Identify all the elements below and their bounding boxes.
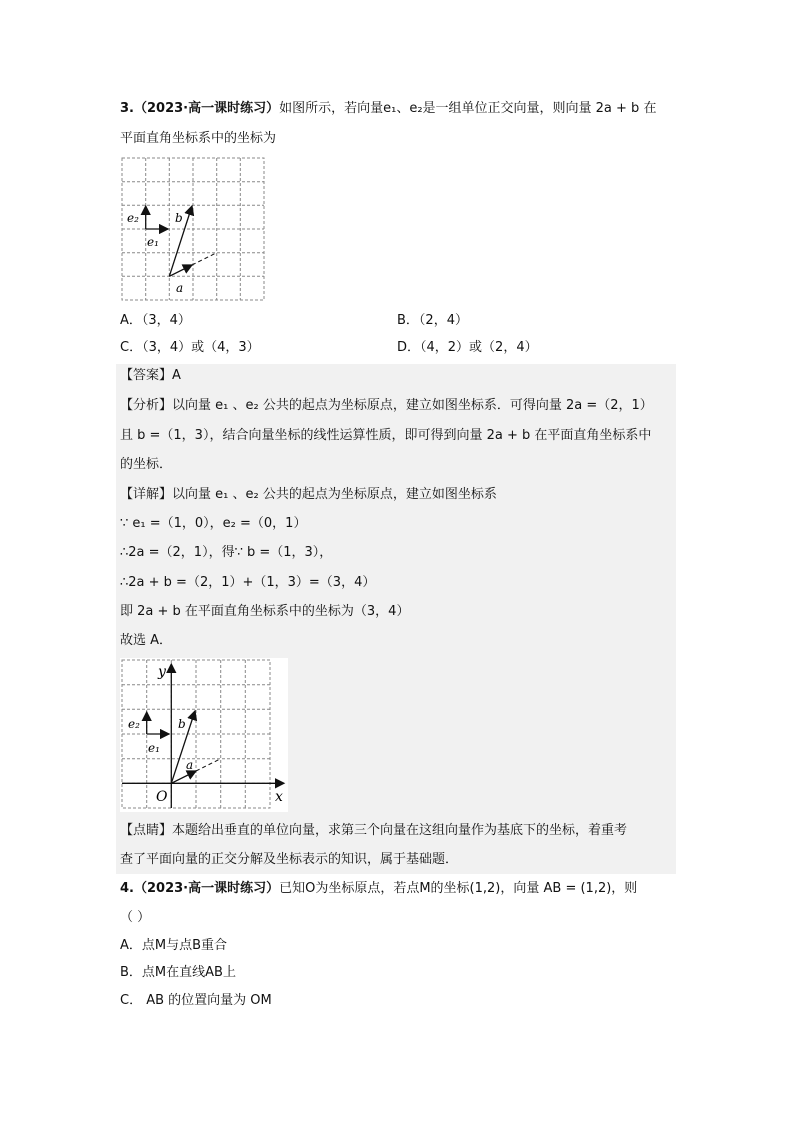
detail-line3: ∴2a =（2，1），得∵ b =（1，3）， — [120, 545, 333, 560]
q4-number: 4. — [120, 881, 134, 896]
q3-grid-figure — [120, 156, 268, 302]
label-e2: e₂ — [128, 717, 140, 731]
q3-option-c[interactable]: C．（3，4）或（4，3） — [120, 340, 260, 355]
coordinate-figure — [120, 658, 288, 812]
analysis-line3: 的坐标． — [120, 457, 173, 472]
q3-stem-line1 — [120, 100, 656, 118]
q3-stem-text: 如图所示，若向量e₁、e₂是一组单位正交向量，则向量 2a + b 在 — [279, 101, 657, 116]
a-extension — [192, 253, 217, 265]
label-b: b — [175, 211, 183, 225]
detail-line5: 即 2a + b 在平面直角坐标系中的坐标为（3，4） — [120, 604, 410, 619]
q3-figure — [120, 156, 268, 302]
q3-option-a[interactable]: A．（3，4） — [120, 313, 191, 328]
label-e2: e₂ — [127, 211, 139, 225]
label-a: a — [186, 758, 194, 772]
analysis-line1: 【分析】以向量 e₁ 、e₂ 公共的起点为坐标原点，建立如图坐标系．可得向量 2a =（2，1） — [120, 398, 653, 413]
a-extension — [196, 759, 221, 771]
q4-option-c[interactable]: C． AB 的位置向量为 OM — [120, 993, 272, 1008]
detail-line2: ∵ e₁ =（1，0），e₂ =（0，1） — [120, 516, 307, 531]
q3-option-d[interactable]: D．（4，2）或（2，4） — [397, 340, 538, 355]
q3-source: （2023·高一课时练习） — [133, 101, 280, 116]
q4-option-a[interactable]: A．点M与点B重合 — [120, 938, 228, 953]
label-x: x — [275, 789, 283, 805]
label-e1: e₁ — [148, 741, 160, 755]
label-y: y — [158, 664, 166, 680]
label-origin: O — [156, 789, 168, 805]
label-b: b — [178, 717, 186, 731]
grid-lines — [122, 158, 264, 300]
q3-option-b[interactable]: B．（2，4） — [397, 313, 468, 328]
q4-source: （2023·高一课时练习） — [133, 881, 280, 896]
detail-line4: ∴2a + b =（2，1）+（1，3）=（3，4） — [120, 575, 376, 590]
answer-line: 【答案】A — [120, 368, 181, 383]
grid-lines — [122, 660, 270, 808]
detail-line6: 故选 A． — [120, 633, 173, 648]
q3-number: 3. — [120, 101, 134, 116]
analysis-line2: 且 b =（1，3），结合向量坐标的线性运算性质，即可得到向量 2a + b 在平面直角坐标系中 — [120, 428, 652, 443]
detail-line1: 【详解】以向量 e₁ 、e₂ 公共的起点为坐标原点，建立如图坐标系 — [120, 487, 497, 502]
q4-stem-line1 — [120, 880, 637, 898]
q4-option-b[interactable]: B．点M在直线AB上 — [120, 965, 236, 980]
comment-line2: 查了平面向量的正交分解及坐标表示的知识，属于基础题． — [120, 852, 459, 867]
comment-line1: 【点睛】本题给出垂直的单位向量，求第三个向量在这组向量作为基底下的坐标，着重考 — [120, 823, 628, 838]
q4-stem-line2: （ ） — [120, 910, 151, 925]
answer-figure — [120, 658, 288, 812]
q4-stem-text: 已知O为坐标原点，若点M的坐标(1,2)，向量 AB = (1,2)，则 — [279, 881, 638, 896]
q3-stem-line2: 平面直角坐标系中的坐标为 — [120, 131, 277, 146]
label-e1: e₁ — [147, 235, 159, 249]
label-a: a — [176, 281, 184, 295]
